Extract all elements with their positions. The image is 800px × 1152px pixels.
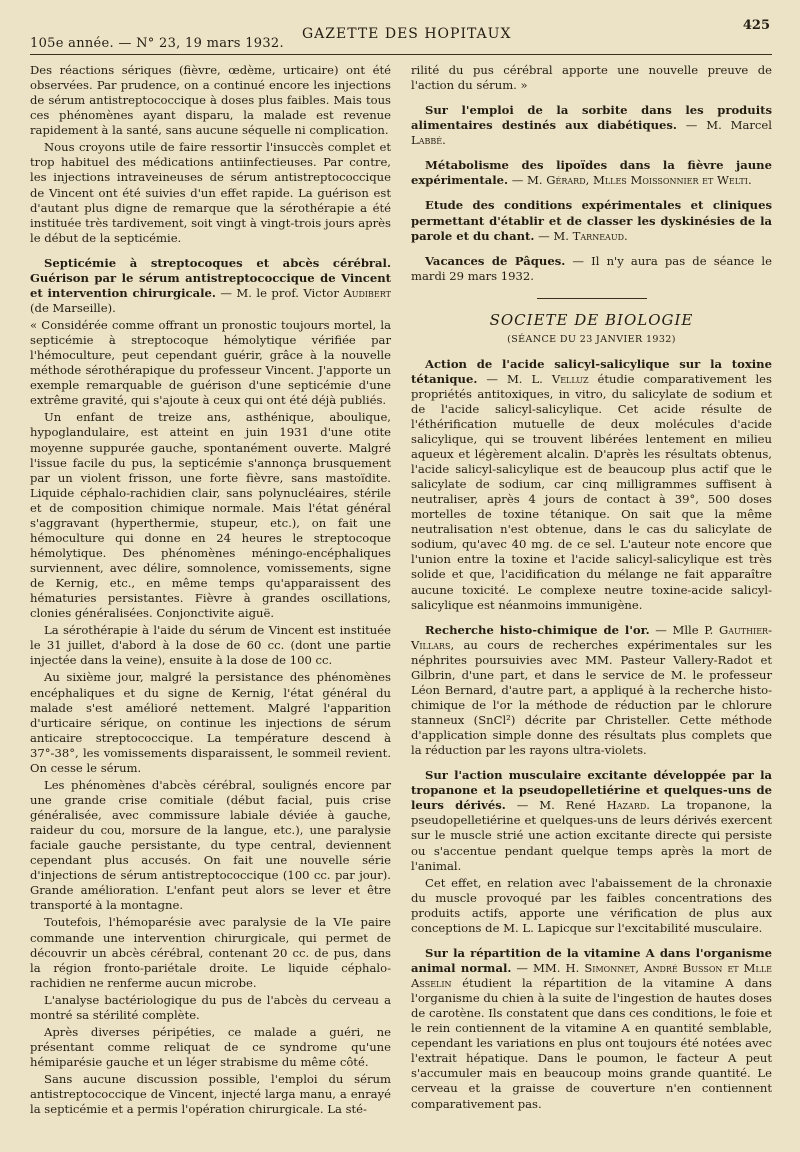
section-title: Septicémie à streptocoques et abcès cérébral. Guérison par le sérum antistreptococcique de Vincent et intervention chirurgicale. [30,255,391,300]
author-suffix: (de Marseille). [30,300,116,315]
item-title: Sur l'emploi de la sorbite dans les produits alimentaires destinés aux diabétiques. [411,103,772,133]
article-prefix: — MM. H. [511,960,585,975]
left-column [30,63,391,1119]
item-suffix: . [442,133,446,148]
article-author: Hazard [606,798,647,813]
paragraph: L'analyse bactériologique du pus de l'abcès du cerveau a montré sa stérilité complète. [30,992,391,1022]
article-title: Sur la répartition de la vitamine A dans l'organisme animal normal. [411,945,772,975]
issue-info: 105e année. — N° 23, 19 mars 1932. [30,36,284,51]
paragraph: Les phénomènes d'abcès cérébral, soulignés encore par une grande crise comitiale (début facial, puis crise généralisée, avec commissure labiale déviée à gauche, raideur du cou, morsure de la langue, etc.), une paralysie faciale gauche persistante, du type central, deviennent cependant plus accusés. On fait une nouvelle série d'injections de sérum antistreptococcique (100 cc. par jour). Grande amélioration. L'enfant peut alors se lever et être transporté à la montagne. [30,777,391,913]
article-title: Action de l'acide salicyl-salicylique sur la toxine tétanique. [411,356,772,386]
article-author: Gauthier-Villars [411,622,772,652]
article-text: étudie comparativement les propriétés antitoxiques, in vitro, du salicylate de sodium et de l'acide salicyl-salicylique. Cet acide résulte de l'éthérification mutuelle de deux molécules d'acide salicylique, qui se trouvent libérées lentement en milieu aqueux et légèrement alcalin. D'après les résultats obtenus, l'acide salicyl-salicylique est de beaucoup plus actif que le salicylate de sodium, car cinq milligrammes suffisent à neutraliser, après 4 jours de contact à 39°, 500 doses mortelles de toxine tétanique. On sait que la même neutralisation n'est obtenue, dans le cas du salicylate de sodium, qu'avec 40 mg. de ce sel. L'auteur note encore que l'union entre la toxine et l'acide salicyl-salicylique est très solide et que, l'acidification du mélange ne fait apparaître aucune toxicité. Le complexe neutre toxine-acide salicyl-salicylique est néanmoins immunigène. [411,371,772,612]
communication-item [411,158,772,188]
communication-item [411,254,772,284]
paragraph: Des réactions sériques (fièvre, œdème, urticaire) ont été observées. Par prudence, on a continué encore les injections de sérum antistreptococcique à doses plus faibles. Mais tous ces phénomènes ayant disparu, la malade est revenue rapidement à la santé, sans aucune séquelle ni complication. [30,63,391,138]
article-text: , au cours de recherches expérimentales sur les néphrites poursuivies avec MM. Pasteur Vallery-Radot et Gilbrin, d'une part, et dans le service de M. le professeur Léon Bernard, d'autre part, a appliqué à la recherche histo-chimique de l'or la méthode de réduction par le chlorure stanneux (SnCl²) décrite par Christeller. Cette méthode d'application simple donne des résultats plus complets que la réduction par les rayons ultra-violets. [411,637,772,758]
article-title: Recherche histo-chimique de l'or. [425,622,650,637]
communication-item [411,103,772,148]
paragraph: Au sixième jour, malgré la persistance des phénomènes encéphaliques et du signe de Kernig, l'état général du malade s'est amélioré nettement. Malgré l'apparition d'urticaire sérique, on continue les injections de sérum anticaire streptococcique. La température descend à 37°-38°, les vomissements disparaissent, le sommeil revient. On cesse le sérum. [30,670,391,775]
item-prefix: — M. Marcel [676,118,772,133]
item-prefix: — M. [534,228,573,243]
page-number: 425 [742,18,770,33]
article-prefix: — M. René [505,798,607,813]
article-vitamin [411,946,772,1112]
article-author: Simonnet, André Busson et Mlle Asselin [411,960,772,991]
article-prefix: — Mlle P. [649,622,719,637]
two-column-body [30,63,772,1119]
article-text: . La tropanone, la pseudopelletiérine et quelques-uns de leurs dérivés exercent sur le muscle strié une action excitante directe qui persiste ou s'accentue pendant quelque temps après la mort de l'animal. [411,798,772,873]
quote-paragraph: « Considérée comme offrant un pronostic toujours mortel, la septicémie à streptocoque hémolytique vérifiée par l'hémoculture, peut cependant guérir, grâce à la nouvelle méthode sérothérapique du professeur Vincent. J'apporte un exemple remarquable de guérison d'une septicémie d'une extrême gravité, qui s'ajoute à ceux qui ont été déjà publiés. [30,318,391,408]
item-prefix: — M. [508,173,547,188]
item-title: Etude des conditions expérimentales et cliniques permettant d'établir et de classer les dyskinésies de la parole et du chant. [411,198,772,243]
item-suffix: . [623,228,628,243]
item-author: Gérard, Mlles Moissonnier et Welti [546,173,748,188]
item-suffix: . [747,173,752,188]
paragraph: Sans aucune discussion possible, l'emploi du sérum antistreptococcique de Vincent, injecté larga manu, a enrayé la septicémie et a permis l'opération chirurgicale. La sté- [30,1072,391,1117]
item-title: Métabolisme des lipoïdes dans la fièvre jaune expérimentale. [411,158,772,188]
journal-title: GAZETTE DES HOPITAUX [302,26,512,42]
paragraph: Nous croyons utile de faire ressortir l'insuccès complet et trop habituel des médications antiinfectieuses. Par contre, les injections intraveineuses de sérum antistreptococcique de Vincent ont été suivies d'un effet rapide. La guérison est d'autant plus digne de remarque que la sérothérapie a été instituée très tardivement, soit vingt à vingt-trois jours après le début de la septicémie. [30,140,391,245]
paragraph: Un enfant de treize ans, asthénique, aboulique, hypoglandulaire, est atteint en juin 1931 d'une otite moyenne suppurée gauche, spontanément ouverte. Malgré l'issue facile du pus, la septicémie s'annonça brusquement par un violent frisson, une forte fièvre, sans mastoïdite. Liquide céphalo-rachidien clair, sans polynucléaires, stérile et de composition chimique normale. Mais l'état général s'aggravant (hyperthermie, stupeur, etc.), on fait une hémoculture qui donne en 24 heures le streptocoque hémolytique. Des phénomènes méningo-encéphaliques surviennent, avec délire, somnolence, vomissements, signe de Kernig, etc., en même temps qu'apparaissent des hématuries persistantes. Fièvre à grandes oscillations, clonies généralisées. Conjonctivite aiguë. [30,410,391,621]
article-prefix: — M. L. [477,371,552,386]
article-extra: Cet effet, en relation avec l'abaissement de la chronaxie du muscle provoqué par les faibles concentrations des produits actifs, apporte une vérification de plus aux conceptions de M. L. Lapicque sur l'excitabilité musculaire. [411,875,772,935]
continuation-paragraph: rilité du pus cérébral apporte une nouvelle preuve de l'action du sérum. » [411,63,772,93]
article-salicyl [411,357,772,613]
author-prefix: — M. le prof. Victor [215,285,344,300]
item-author: Tarneaud [572,228,624,243]
right-column [411,63,772,1119]
communication-audibert [30,256,391,1118]
running-header [30,18,772,55]
paragraph: Toutefois, l'hémoparésie avec paralysie de la VIe paire commande une intervention chirurgicale, qui permet de découvrir un abcès cérébral, contenant 20 cc. de pus, dans la région fronto-pariétale droite. Le liquide céphalo-rachidien ne renferme aucun microbe. [30,915,391,990]
section-divider [537,298,647,299]
author-name: Audibert [343,285,391,300]
article-text: étudient la répartition de la vitamine A dans l'organisme du chien à la suite de l'ingestion de hautes doses de carotène. Ils constatent que dans ces conditions, le foie et le rein contiennent de la vitamine A en quantité semblable, cependant les variations en plus ont toujours été notées avec l'extrait hépatique. Dans le poumon, le facteur A peut s'accumuler mais en beaucoup moins grande quantité. Le cerveau et la graisse de couverture n'en contiennent comparativement pas. [411,976,772,1111]
article-gold [411,623,772,759]
article-author: Velluz [551,371,589,386]
session-date: (SÉANCE DU 23 JANVIER 1932) [507,334,676,346]
item-author: Labbé [411,133,443,148]
society-title: SOCIETE DE BIOLOGIE [489,310,694,329]
article-title: Sur l'action musculaire excitante développée par la tropanone et la pseudopelletiérine et quelques-uns de leurs dérivés. [411,768,772,813]
paragraph: La sérothérapie à l'aide du sérum de Vincent est instituée le 31 juillet, d'abord à la dose de 60 cc. (dont une partie injectée dans la veine), ensuite à la dose de 100 cc. [30,623,391,668]
paragraph: Après diverses péripéties, ce malade a guéri, ne présentant comme reliquat de ce syndrome qu'une hémiparésie gauche et un léger strabisme du même côté. [30,1024,391,1069]
item-text: — Il n'y aura pas de séance le mardi 29 mars 1932. [411,253,772,283]
communication-item [411,198,772,243]
item-title: Vacances de Pâques. [425,253,566,268]
article-tropanone [411,768,772,936]
